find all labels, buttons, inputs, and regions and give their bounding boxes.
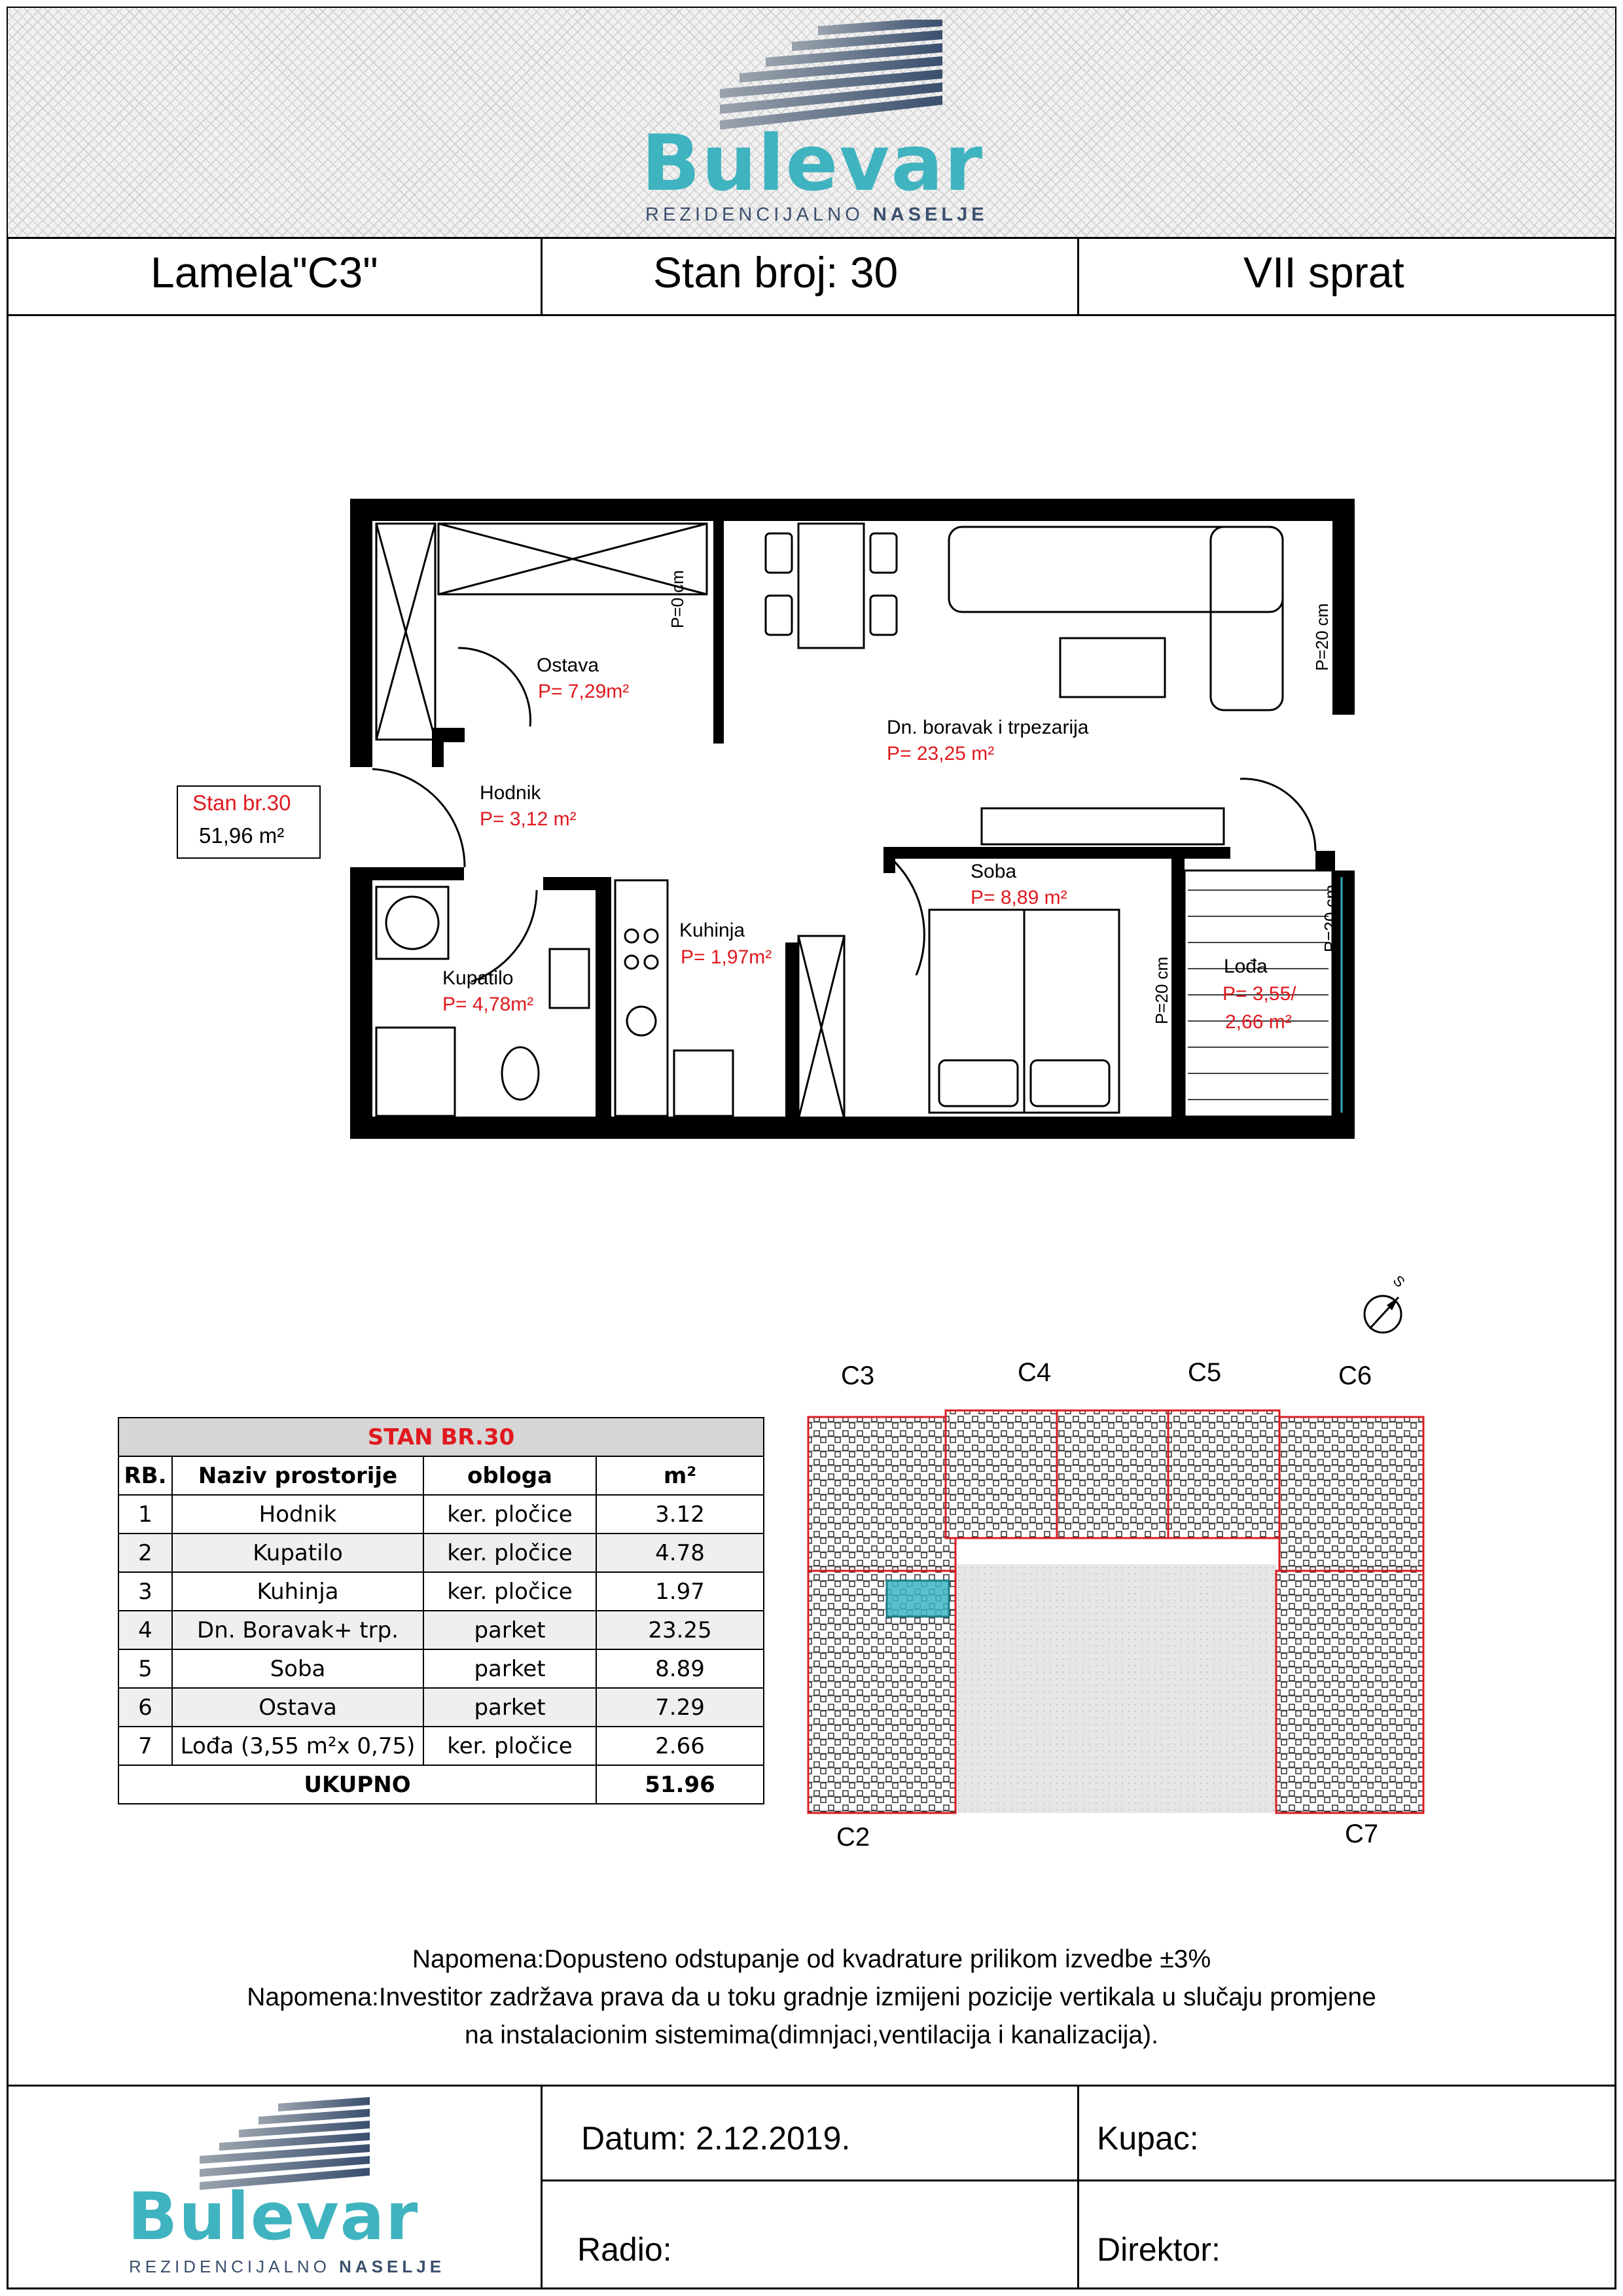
note-2: Napomena:Investitor zadržava prava da u toku gradnje izmijeni pozicije vertikala u slučaju promjene (247, 1983, 1376, 2011)
cell-rb: 1 (118, 1495, 172, 1534)
cell-obloga: parket (423, 1688, 596, 1727)
site-plan (798, 1401, 1433, 1820)
room-table (118, 1417, 764, 1804)
table-total-row (118, 1765, 764, 1804)
footer-direktor: Direktor: (1097, 2231, 1221, 2268)
cell-obloga: ker. pločice (423, 1727, 596, 1765)
footer-radio: Radio: (577, 2231, 672, 2268)
cell-rb: 2 (118, 1534, 172, 1572)
total-label: UKUPNO (118, 1765, 596, 1804)
footer-divider-1 (541, 2085, 543, 2287)
site-label-c4: C4 (1018, 1358, 1052, 1387)
cell-obloga: ker. pločice (423, 1572, 596, 1611)
room-label-lodja: Lođa (1224, 956, 1268, 977)
apartment-tag-area: 51,96 m² (199, 823, 285, 848)
room-area-hodnik: P= 3,12 m² (480, 808, 577, 830)
total-value: 51.96 (596, 1765, 764, 1804)
room-area-ostava: P= 7,29m² (538, 681, 630, 702)
room-table-title: STAN BR.30 (118, 1418, 764, 1456)
table-row (118, 1495, 764, 1534)
col-header-m2: m² (596, 1456, 764, 1495)
site-label-c2: C2 (836, 1823, 870, 1852)
cell-obloga: parket (423, 1649, 596, 1688)
col-header-rb: RB. (118, 1456, 172, 1495)
cell-name: Ostava (172, 1688, 423, 1727)
cell-m2: 7.29 (596, 1688, 764, 1727)
dim-p20-bedroom: P=20 cm (1152, 956, 1171, 1024)
cell-name: Lođa (3,55 m²x 0,75) (172, 1727, 423, 1765)
cell-m2: 2.66 (596, 1727, 764, 1765)
dim-p20-loggia: P=20 cm (1321, 884, 1340, 952)
cell-rb: 7 (118, 1727, 172, 1765)
brand-tagline-a: REZIDENCIJALNO (645, 204, 864, 225)
room-label-boravak: Dn. boravak i trpezarija (887, 717, 1089, 738)
floor-title: VII sprat (1243, 248, 1404, 296)
dim-p20-right: P=20 cm (1312, 603, 1332, 671)
footer-mid-rule (541, 2179, 1615, 2181)
cell-name: Hodnik (172, 1495, 423, 1534)
brand-tagline-a-bottom: REZIDENCIJALNO (129, 2257, 330, 2276)
site-label-c3: C3 (841, 1361, 875, 1390)
room-area-soba: P= 8,89 m² (971, 887, 1067, 908)
cell-obloga: ker. pločice (423, 1534, 596, 1572)
cell-m2: 8.89 (596, 1649, 764, 1688)
site-label-c6: C6 (1338, 1361, 1372, 1390)
room-area-kuhinja: P= 1,97m² (681, 946, 772, 968)
cell-m2: 3.12 (596, 1495, 764, 1534)
cell-name: Soba (172, 1649, 423, 1688)
cell-obloga: parket (423, 1611, 596, 1649)
table-row (118, 1611, 764, 1649)
cell-m2: 4.78 (596, 1534, 764, 1572)
table-row (118, 1727, 764, 1765)
brand-tagline-b: NASELJE (872, 204, 988, 225)
room-label-kuhinja: Kuhinja (679, 920, 745, 941)
cell-m2: 1.97 (596, 1572, 764, 1611)
dim-p0: P=0 cm (668, 570, 687, 628)
cell-m2: 23.25 (596, 1611, 764, 1649)
cell-rb: 3 (118, 1572, 172, 1611)
footer-kupac: Kupac: (1097, 2120, 1199, 2157)
room-area-kupatilo: P= 4,78m² (442, 994, 534, 1015)
brand-name-bottom: Bulevar (128, 2178, 419, 2255)
room-label-kupatilo: Kupatilo (442, 967, 514, 989)
note-3: na instalacionim sistemima(dimnjaci,ventilacija i kanalizacija). (465, 2021, 1158, 2049)
table-row (118, 1688, 764, 1727)
note-1: Napomena:Dopusteno odstupanje od kvadrature prilikom izvedbe ±3% (412, 1945, 1211, 1973)
footer-top-rule (8, 2085, 1615, 2087)
footer-datum: Datum: 2.12.2019. (581, 2120, 851, 2157)
table-row (118, 1572, 764, 1611)
stan-number-title: Stan broj: 30 (653, 248, 899, 296)
table-row (118, 1649, 764, 1688)
brand-tagline-b-bottom: NASELJE (339, 2257, 446, 2276)
room-area-boravak: P= 23,25 m² (887, 743, 995, 764)
brand-name: Bulevar (641, 118, 984, 208)
room-label-hodnik: Hodnik (480, 782, 541, 804)
cell-rb: 5 (118, 1649, 172, 1688)
site-label-c7: C7 (1345, 1820, 1379, 1848)
room-area-lodja: P= 3,55/ (1222, 983, 1296, 1005)
cell-obloga: ker. pločice (423, 1495, 596, 1534)
cell-name: Kupatilo (172, 1534, 423, 1572)
cell-name: Kuhinja (172, 1572, 423, 1611)
col-header-name: Naziv prostorije (172, 1456, 423, 1495)
room-area-lodja-2: 2,66 m² (1225, 1011, 1292, 1033)
site-label-c5: C5 (1188, 1358, 1222, 1387)
room-label-ostava: Ostava (537, 655, 599, 676)
col-header-obloga: obloga (423, 1456, 596, 1495)
cell-name: Dn. Boravak+ trp. (172, 1611, 423, 1649)
compass-label: S (1389, 1272, 1408, 1291)
compass-icon (1358, 1283, 1423, 1335)
cell-rb: 6 (118, 1688, 172, 1727)
apartment-tag-label: Stan br.30 (192, 791, 291, 815)
cell-rb: 4 (118, 1611, 172, 1649)
brand-tagline-bottom (129, 2257, 445, 2277)
table-row (118, 1534, 764, 1572)
footer-divider-2 (1077, 2085, 1079, 2287)
room-label-soba: Soba (971, 861, 1017, 882)
brand-logo-bottom (128, 2094, 455, 2284)
lamela-title: Lamela"C3" (151, 248, 378, 296)
